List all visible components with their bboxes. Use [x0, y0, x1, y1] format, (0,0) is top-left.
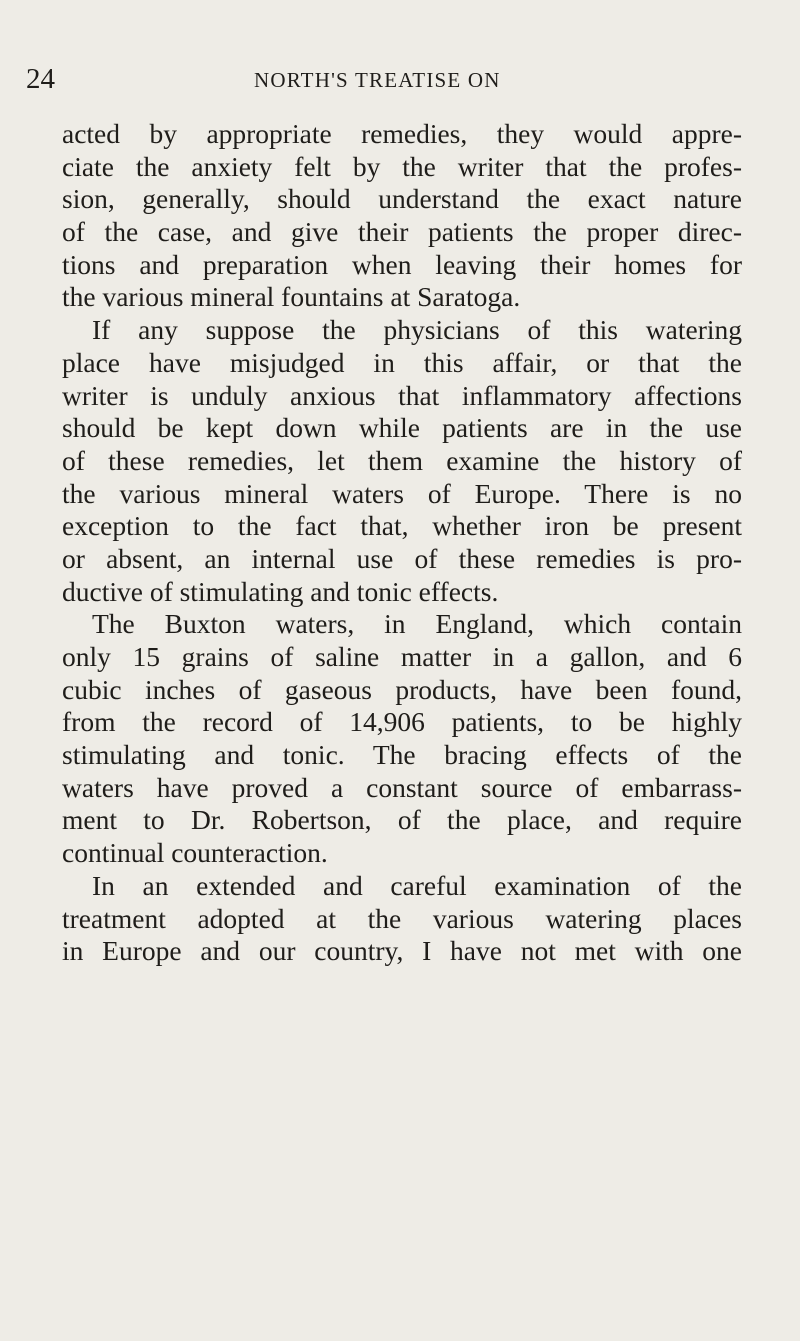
text-line: treatment adopted at the various watering places [62, 902, 742, 934]
text-line: only 15 grains of saline matter in a gallon, and 6 [62, 641, 742, 672]
text-line: ment to Dr. Robertson, of the place, and require [62, 804, 742, 836]
body-text [62, 118, 742, 968]
running-title: NORTH'S TREATISE ON [254, 68, 501, 92]
text-line: ciate the anxiety felt by the writer that the profes- [62, 150, 742, 182]
text-line: acted by appropriate remedies, they would appre- [62, 118, 742, 149]
text-line: ductive of stimulating and tonic effects. [62, 575, 499, 607]
text-line: the various mineral fountains at Saratoga. [62, 281, 521, 313]
text-line: cubic inches of gaseous products, have been found, [62, 673, 742, 705]
text-line: stimulating and tonic. The bracing effects of the [62, 739, 742, 771]
text-line: sion, generally, should understand the exact nature [62, 183, 742, 215]
text-line: continual counteraction. [62, 837, 328, 869]
text-line: place have misjudged in this affair, or that the [62, 346, 742, 378]
text-line: the various mineral waters of Europe. There is no [62, 477, 742, 509]
text-line: from the record of 14,906 patients, to be highly [62, 706, 742, 738]
page-number: 24 [26, 63, 55, 95]
text-line: of these remedies, let them examine the history of [62, 444, 742, 476]
text-line: tions and preparation when leaving their homes for [62, 248, 742, 280]
text-line: should be kept down while patients are in the use [62, 412, 742, 444]
paragraph-start-line: If any suppose the physicians of this watering [92, 314, 742, 346]
text-line: writer is unduly anxious that inflammatory affections [62, 379, 742, 411]
text-line: of the case, and give their patients the proper direc- [62, 216, 742, 248]
paragraph-start-line: The Buxton waters, in England, which contain [92, 608, 742, 640]
text-line: waters have proved a constant source of embarrass- [62, 771, 742, 803]
text-line: or absent, an internal use of these remedies is pro- [62, 542, 742, 574]
running-head [26, 62, 726, 96]
text-line: in Europe and our country, I have not met with one [62, 935, 742, 967]
paragraph-start-line: In an extended and careful examination of the [92, 869, 742, 901]
text-line: exception to the fact that, whether iron be present [62, 510, 742, 542]
